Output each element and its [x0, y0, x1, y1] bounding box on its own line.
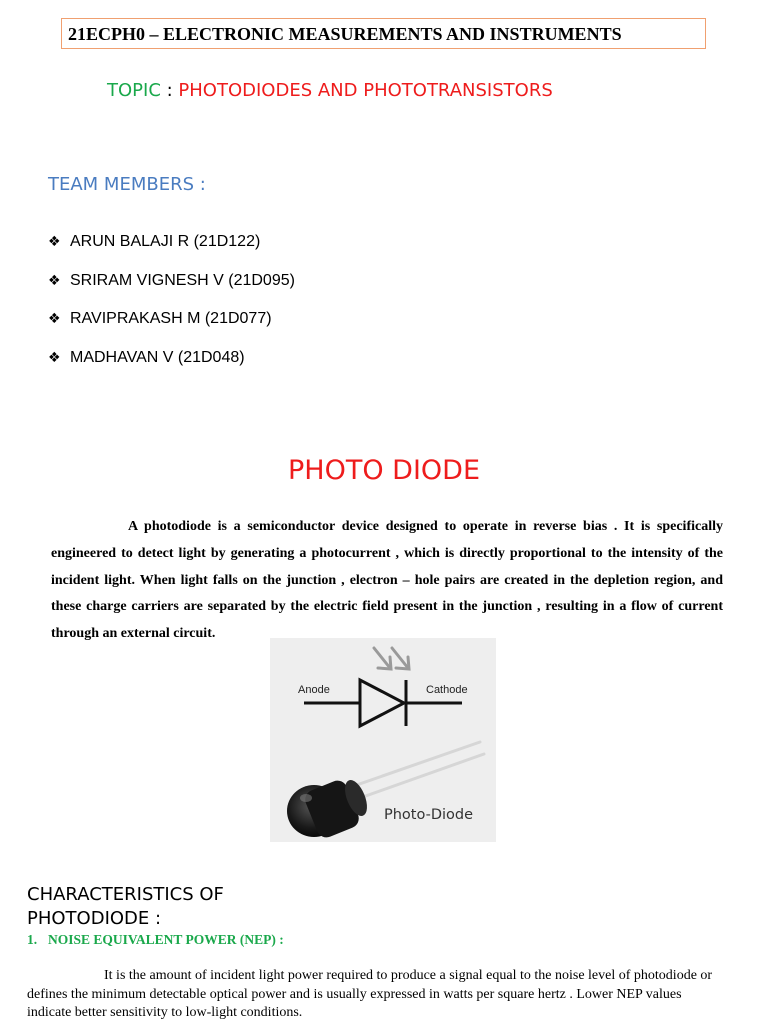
light-arrows-icon [374, 648, 409, 669]
nep-paragraph: It is the amount of incident light power required to produce a signal equal to the noise level of photodiode or defines the minimum detectable optical power and is usually expressed in watts per square hertz . Lower NEP values indicate better sensitivity to low-light conditions. [27, 968, 713, 1020]
photodiode-paragraph: A photodiode is a semiconductor device designed to operate in reverse bias . It is specifically engineered to detect light by generating a photocurrent , which is directly proportional to the intensity of the incident light. When light falls on the junction , electron – hole pairs are created in the depletion region, and these charge carriers are separated by the electric field present in the junction , resulting in a flow of current through an external circuit. [51, 519, 723, 642]
item-title: NOISE EQUIVALENT POWER (NEP) : [48, 932, 284, 947]
list-item [48, 348, 295, 387]
photodiode-figure [270, 638, 496, 842]
diamond-bullet-icon: ❖ [48, 272, 61, 289]
component-leads [348, 742, 484, 798]
photodiode-component-image [287, 777, 371, 840]
photodiode-illustration [270, 638, 496, 842]
characteristics-heading: CHARACTERISTICS OF PHOTODIODE : [27, 884, 224, 929]
team-heading: TEAM MEMBERS : [48, 174, 206, 195]
member-name: MADHAVAN V (21D048) [70, 348, 245, 366]
member-name: ARUN BALAJI R (21D122) [70, 233, 261, 250]
diamond-bullet-icon: ❖ [48, 349, 61, 366]
list-item [48, 271, 295, 310]
team-member-list [48, 232, 295, 386]
course-title: 21ECPH0 – ELECTRONIC MEASUREMENTS AND INSTRUMENTS [61, 18, 706, 49]
cathode-label: Cathode [426, 684, 468, 696]
nep-heading [27, 932, 284, 948]
anode-label: Anode [298, 684, 330, 696]
diamond-bullet-icon: ❖ [48, 311, 61, 327]
section-title-photodiode: PHOTO DIODE [287, 455, 481, 486]
list-item [48, 232, 295, 271]
topic-separator: : [160, 80, 179, 101]
member-name: RAVIPRAKASH M (21D077) [70, 310, 272, 327]
topic-label: TOPIC [107, 80, 161, 101]
list-item [48, 309, 295, 348]
diamond-bullet-icon: ❖ [48, 234, 61, 250]
topic-value: PHOTODIODES AND PHOTOTRANSISTORS [178, 80, 553, 101]
topic-line [107, 80, 553, 101]
member-name: SRIRAM VIGNESH V (21D095) [70, 271, 295, 289]
figure-caption: Photo-Diode [384, 807, 474, 823]
item-number: 1. [27, 932, 38, 947]
